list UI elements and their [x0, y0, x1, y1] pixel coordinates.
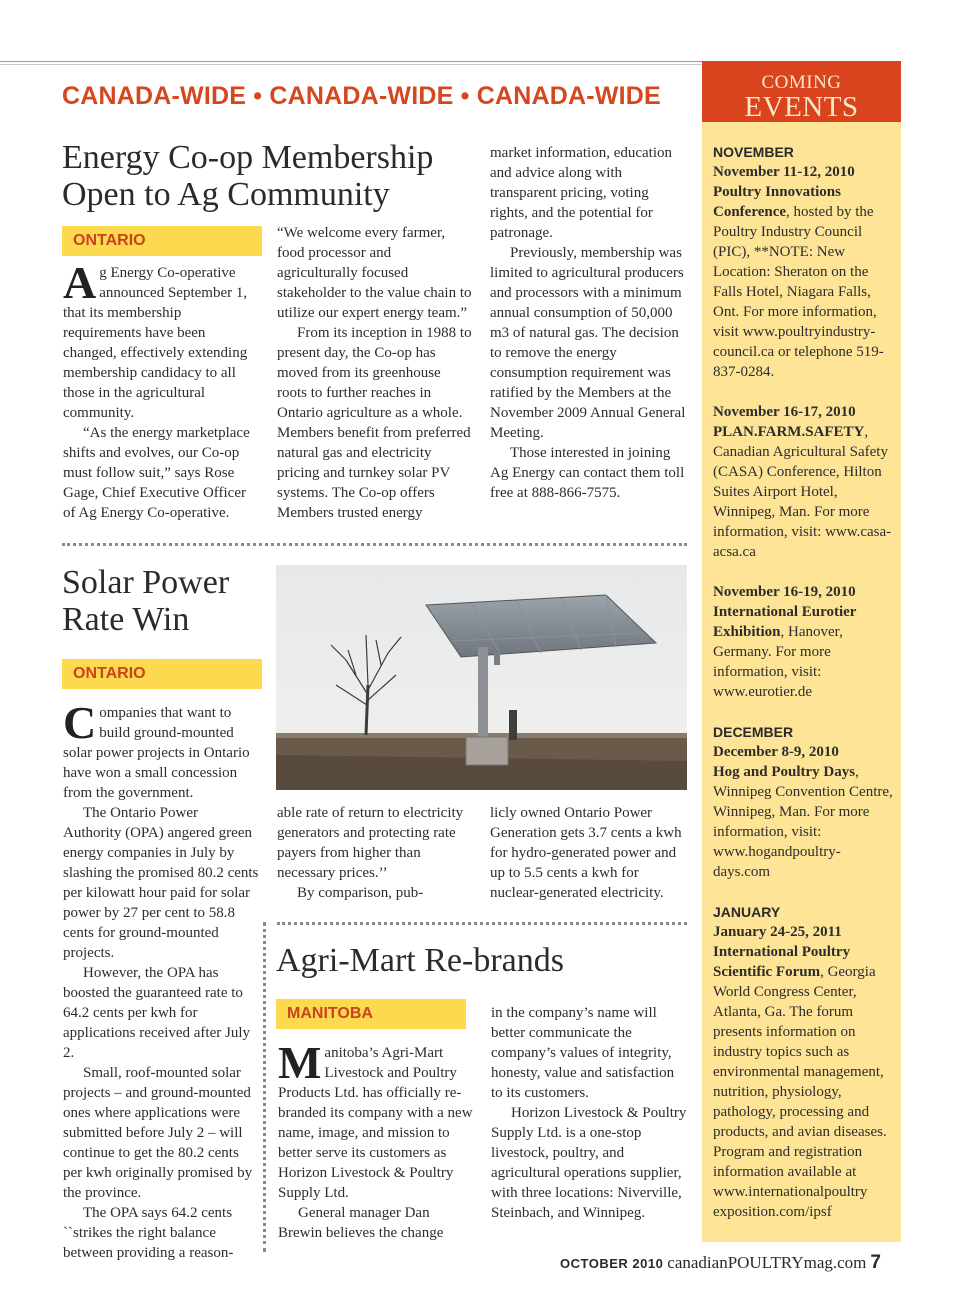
article3-col2-paragraph1: in the company’s name will better communicate the company’s values of integrity, honesty, value and satisfaction to its customers.	[491, 1005, 675, 1101]
article2-column3	[490, 803, 687, 903]
article1-headline	[62, 139, 472, 213]
event-name: Poultry Innovations Conference	[713, 184, 841, 220]
event-dates: November 16-19, 2010	[713, 584, 856, 600]
footer-page-number: 7	[870, 1252, 881, 1273]
top-rule	[0, 61, 702, 62]
article1-column1	[63, 257, 261, 523]
month-november: NOVEMBER	[713, 144, 794, 160]
article2-col2-paragraph2: By comparison, pub-	[297, 885, 424, 901]
article2-col1-p1-text: ompanies that want to build ground-mounted solar power projects in Ontario have won a small concession from the government.	[63, 705, 250, 801]
article1-region-tag: ONTARIO	[62, 226, 262, 256]
footer-magazine: canadianPOULTRYmag.com	[667, 1253, 867, 1272]
article3-col1-paragraph1	[278, 1037, 474, 1203]
solar-panel-photo	[276, 565, 687, 790]
article1-column2	[277, 223, 473, 523]
article1-col2-paragraph2: From its inception in 1988 to present day, the Co-op has moved from its greenhouse roots to further reaches in Ontario agriculture as a whole. Members benefit from preferred natural gas and electricity pricing and turnkey solar PV systems. The Co-op offers Members trusted energy	[277, 325, 472, 521]
article1-col1-p1-text: g Energy Co-operative announced September 1, that its membership requirements have been changed, effectively extending membership candidacy to all those in the agricultural community.	[63, 265, 248, 421]
article2-title-line1: Solar Power	[62, 564, 230, 601]
month-december: DECEMBER	[713, 724, 794, 740]
event-name: PLAN.FARM.SAFETY	[713, 424, 865, 440]
event-dates: December 8-9, 2010	[713, 744, 839, 760]
article3-column2	[491, 1003, 687, 1223]
article3-col1-p1-text: anitoba’s Agri-Mart Livestock and Poultry Products Ltd. has officially re-branded its company with a new name, image, and mission to better serve its customers as Horizon Livestock & Poultry Supply Ltd.	[278, 1045, 473, 1201]
event-name: International Poultry Scientific Forum	[713, 944, 851, 980]
article1-col3-paragraph3: Those interested in joining Ag Energy can contact them toll free at 888-866-7575.	[490, 445, 685, 501]
event-name: International Eurotier Exhibition	[713, 604, 857, 640]
event-item	[713, 162, 895, 382]
events-sidebar-header	[702, 61, 901, 122]
page-footer	[560, 1252, 905, 1274]
article2-col1-paragraph1	[63, 697, 259, 803]
event-dates: January 24-25, 2011	[713, 924, 842, 940]
article2-col3-paragraph1: licly owned Ontario Power Generation gets 3.7 cents a kwh for hydro-generated power and up to 5.5 cents a kwh for nuclear-generated electricity.	[490, 805, 682, 901]
vertical-divider	[263, 922, 266, 1252]
article3-col1-paragraph2: General manager Dan Brewin believes the change	[278, 1205, 444, 1241]
top-rule-secondary	[0, 64, 702, 65]
article2-region-tag: ONTARIO	[62, 659, 262, 689]
article1-title-line2: Open to Ag Community	[62, 176, 390, 213]
event-item	[713, 742, 895, 882]
event-item	[713, 582, 895, 702]
events-heading-top: COMING	[761, 72, 842, 93]
article3-region-tag: MANITOBA	[276, 999, 466, 1029]
events-heading-bottom: EVENTS	[744, 91, 859, 123]
event-details: , Georgia World Congress Center, Atlanta, Ga. The forum presents information on industry topics such as environmental management, nutrition, physiology, pathology, processing and products, and avian diseases. Program and registration information available at www.internationalpoultry exposition.com/ipsf	[713, 964, 887, 1220]
event-item	[713, 402, 895, 562]
article3-title: Agri-Mart Re-brands	[276, 942, 564, 979]
article2-column1	[63, 697, 259, 1263]
footer-date: OCTOBER 2010	[560, 1256, 664, 1271]
article3-column1	[278, 1037, 474, 1243]
article2-col1-paragraph5: The OPA says 64.2 cents ``strikes the right balance between providing a reason-	[63, 1205, 234, 1261]
article2-headline	[62, 564, 267, 638]
article2-dropcap: C	[63, 697, 97, 748]
section-divider-1	[62, 543, 687, 546]
article1-title-line1: Energy Co-op Membership	[62, 139, 434, 176]
event-details: , Hanover, Germany. For more information, visit: www.eurotier.de	[713, 624, 843, 700]
event-details: , Canadian Agricultural Safety (CASA) Conference, Hilton Suites Airport Hotel, Winnipeg, Man. For more information, visit: www.casa-acsa.ca	[713, 424, 892, 560]
article2-title-line2: Rate Win	[62, 601, 190, 638]
events-list	[713, 142, 895, 1242]
section-divider-2	[277, 922, 687, 925]
article2-col1-paragraph4: Small, roof-mounted solar projects – and ground-mounted ones where applications were submitted before July 2 – will continue to get the 80.2 cents per kwh originally promised by the province.	[63, 1065, 253, 1201]
article2-col2-paragraph1: able rate of return to electricity generators and protecting rate payers from higher than necessary prices.’’	[277, 805, 464, 881]
section-banner: CANADA-WIDE • CANADA-WIDE • CANADA-WIDE	[62, 82, 661, 110]
month-january: JANUARY	[713, 904, 781, 920]
article1-dropcap: A	[63, 257, 97, 308]
article1-col1-paragraph2: “As the energy marketplace shifts and evolves, our Co-op must follow suit,” says Rose Gage, Chief Executive Officer of Ag Energy Co-operative.	[63, 425, 250, 521]
event-name: Hog and Poultry Days	[713, 764, 856, 780]
event-dates: November 16-17, 2010	[713, 404, 856, 420]
event-details: , hosted by the Poultry Industry Council (PIC), **NOTE: New Location: Sheraton on the Falls Hotel, Niagara Falls, Ont. For more information, visit www.poultryindustry-council.ca or telephone 519-837-0284.	[713, 204, 884, 380]
article3-dropcap: M	[278, 1037, 322, 1088]
event-dates: November 11-12, 2010	[713, 164, 855, 180]
article2-col1-paragraph3: However, the OPA has boosted the guaranteed rate to 64.2 cents per kwh for applications received after July 2.	[63, 965, 251, 1061]
article2-col1-paragraph2: The Ontario Power Authority (OPA) angered green energy companies in July by slashing the promised 80.2 cents per kilowatt hour paid for solar power by 27 per cent to 58.8 cents for ground-mounted projects.	[63, 805, 259, 961]
article1-column3	[490, 143, 687, 503]
article1-col3-paragraph1: market information, education and advice along with transparent pricing, voting rights, and the potential for patronage.	[490, 145, 673, 241]
event-item	[713, 922, 895, 1222]
article3-col2-paragraph2: Horizon Livestock & Poultry Supply Ltd. is a one-stop livestock, poultry, and agricultural operations supplier, with three locations: Niverville, Steinbach, and Winnipeg.	[491, 1105, 687, 1221]
article1-col2-paragraph1: “We welcome every farmer, food processor and agriculturally focused stakeholder to the value chain to utilize our expert energy team.”	[277, 225, 472, 321]
event-details: , Winnipeg Convention Centre, Winnipeg, Man. For more information, visit: www.hogandpoultry-days.com	[713, 764, 893, 880]
article1-col1-paragraph1	[63, 257, 261, 423]
article1-col3-paragraph2: Previously, membership was limited to agricultural producers and processors with a minimum annual consumption of 50,000 m3 of natural gas. The decision to remove the energy consumption requirement was ratified by the Members at the November 2009 Annual General Meeting.	[490, 245, 686, 441]
article2-column2	[277, 803, 473, 903]
